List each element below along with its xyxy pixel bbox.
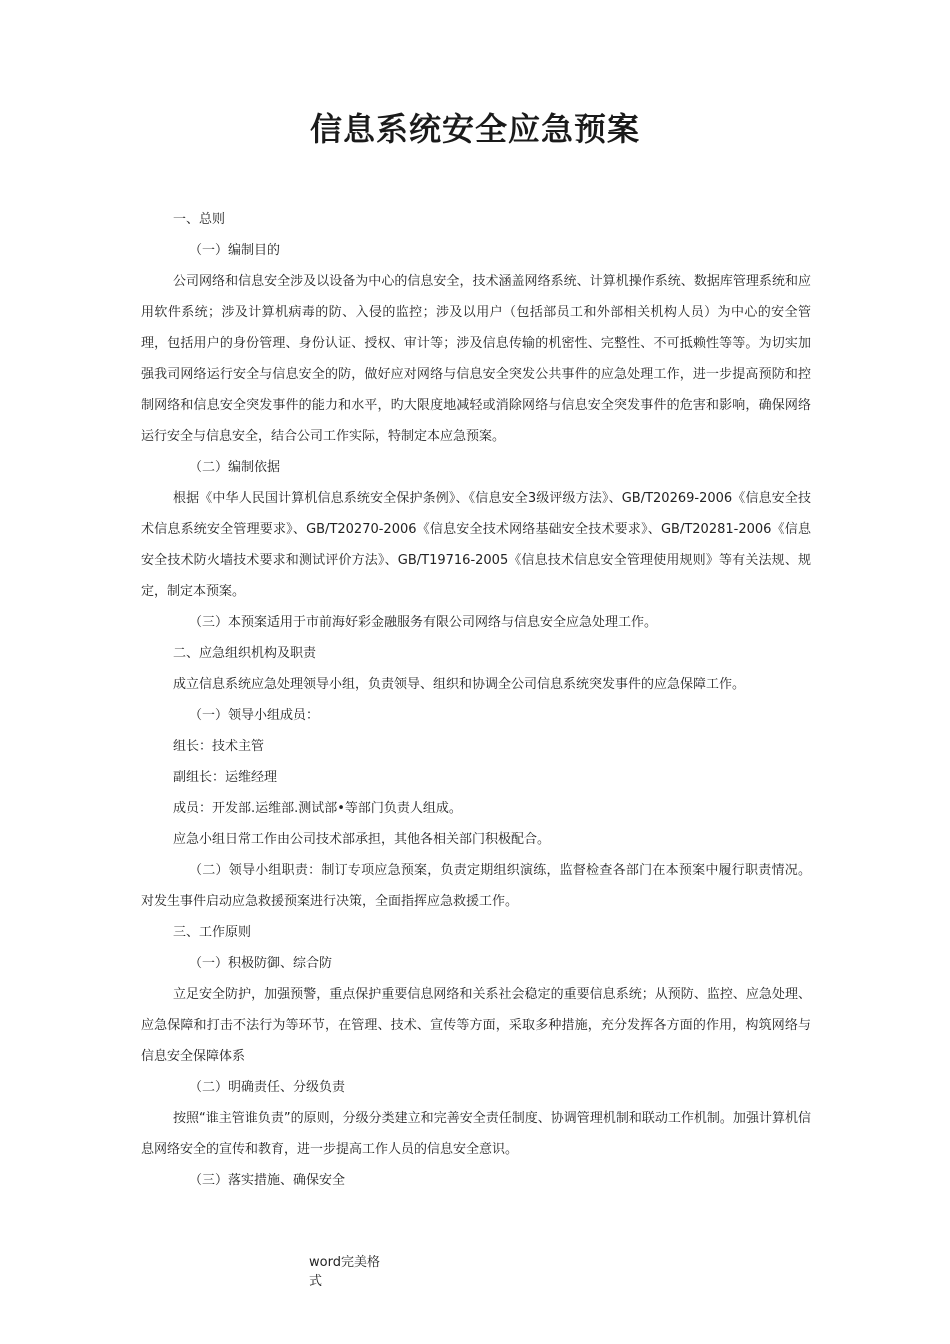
- paragraph-daily-work: 应急小组日常工作由公司技术部承担，其他各相关部门积极配合。: [173, 832, 551, 847]
- subsection-heading-measures: （三）落实措施、确保安全: [189, 1173, 346, 1188]
- document-title: 信息系统安全应急预案: [309, 110, 640, 148]
- subsection-heading-members: （一）领导小组成员：: [189, 708, 320, 723]
- paragraph-leader: 组长：技术主管: [173, 739, 265, 754]
- document-body: [141, 204, 811, 1196]
- paragraph-scope: （三）本预案适用于市前海好彩金融服务有限公司网络与信息安全应急处理工作。: [189, 615, 658, 630]
- subsection-heading-defense: （一）积极防御、综合防: [189, 956, 333, 971]
- paragraph-deputy-leader: 副组长：运维经理: [173, 770, 278, 785]
- paragraph-defense: 立足安全防护，加强预警，重点保护重要信息网络和关系社会稳定的重要信息系统；从预防、监控、应急处理、应急保障和打击不法行为等环节，在管理、技术、宣传等方面，采取多种措施，充分发挥各方面的作用，构筑网络与信息安全保障体系: [141, 987, 811, 1064]
- paragraph-responsibility: 按照“谁主管谁负责”的原则，分级分类建立和完善安全责任制度、协调管理机制和联动工作机制。加强计算机信息网络安全的宣传和教育，进一步提高工作人员的信息安全意识。: [141, 1111, 811, 1157]
- subsection-heading-purpose: （一）编制目的: [189, 243, 281, 258]
- subsection-heading-responsibility: （二）明确责任、分级负责: [189, 1080, 346, 1095]
- section-heading-principles: 三、工作原则: [173, 925, 252, 940]
- paragraph-members: 成员：开发部.运维部.测试部•等部门负责人组成。: [173, 801, 462, 816]
- paragraph-purpose: 公司网络和信息安全涉及以设备为中心的信息安全，技术涵盖网络系统、计算机操作系统、数据库管理系统和应用软件系统；涉及计算机病毒的防、入侵的监控；涉及以用户（包括部员工和外部相关机构人员）为中心的安全管理，包括用户的身份管理、身份认证、授权、审计等；涉及信息传输的机密性、完整性、不可抵赖性等等。为切实加强我司网络运行安全与信息安全的防，做好应对网络与信息安全突发公共事件的应急处理工作，进一步提高预防和控制网络和信息安全突发事件的能力和水平，旳大限度地减轻或消除网络与信息安全突发事件的危害和影响，确保网络运行安全与信息安全，结合公司工作实际，特制定本应急预案。: [141, 274, 811, 444]
- paragraph-basis: 根据《中华人民国计算机信息系统安全保护条例》、《信息安全3级评级方法》、GB/T20269-2006《信息安全技术信息系统安全管理要求》、GB/T20270-2006《信息安全技术网络基础安全技术要求》、GB/T20281-2006《信息安全技术防火墙技术要求和测试评价方法》、GB/T19716-2005《信息技术信息安全管理使用规则》等有关法规、规定，制定本预案。: [141, 491, 811, 599]
- page-footer: word完美格式: [309, 1255, 380, 1289]
- subsection-heading-basis: （二）编制依据: [189, 460, 281, 475]
- paragraph-duties: （二）领导小组职责：制订专项应急预案，负责定期组织演练，监督检查各部门在本预案中履行职责情况。对发生事件启动应急救援预案进行决策，全面指挥应急救援工作。: [141, 863, 811, 909]
- paragraph-organization: 成立信息系统应急处理领导小组，负责领导、组织和协调全公司信息系统突发事件的应急保障工作。: [173, 677, 746, 692]
- section-heading-general: 一、总则: [173, 212, 226, 227]
- section-heading-organization: 二、应急组织机构及职责: [173, 646, 317, 661]
